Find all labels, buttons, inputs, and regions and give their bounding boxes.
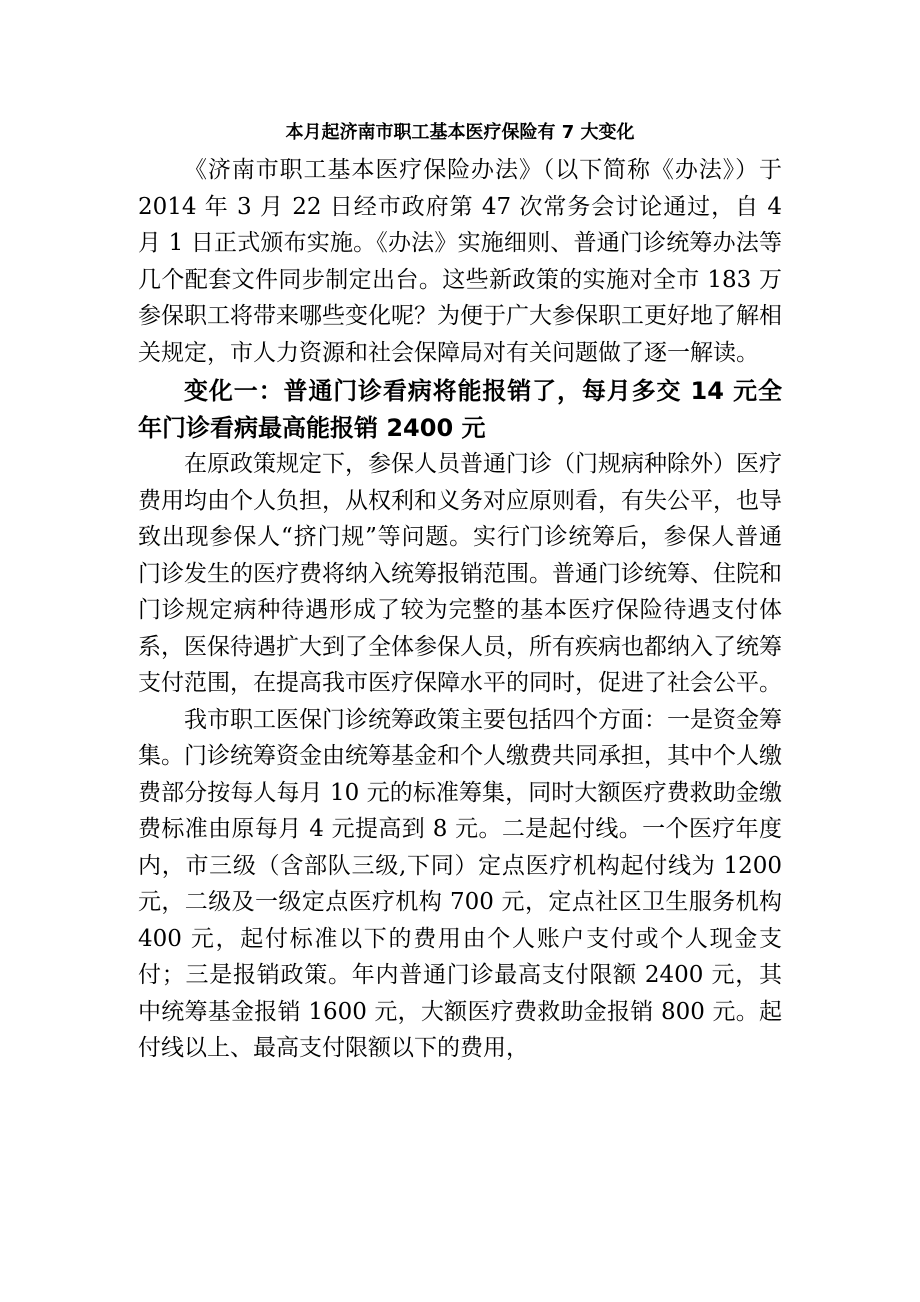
- section-heading-change-one: 变化一：普通门诊看病将能报销了，每月多交 14 元全年门诊看病最高能报销 2400 元: [138, 377, 782, 442]
- document-title: 本月起济南市职工基本医疗保险有 7 大变化: [285, 122, 635, 143]
- section-paragraph: 我市职工医保门诊统筹政策主要包括四个方面：一是资金筹集。门诊统筹资金由统筹基金和个人缴费共同承担，其中个人缴费部分按每人每月 10 元的标准筹集，同时大额医疗费救助金缴费标准由原每月 4 元提高到 8 元。二是起付线。一个医疗年度内，市三级（含部队三级,下同）定点医疗机构起付线为 1200 元，二级及一级定点医疗机构 700 元，定点社区卫生服务机构 400 元，起付标准以下的费用由个人账户支付或个人现金支付；三是报销政策。年内普通门诊最高支付限额 2400 元，其中统筹基金报销 1600 元，大额医疗费救助金报销 800 元。起付线以上、最高支付限额以下的费用，: [138, 706, 782, 1061]
- document-content: [138, 118, 782, 1067]
- section-paragraph: 在原政策规定下，参保人员普通门诊（门规病种除外）医疗费用均由个人负担，从权利和义务对应原则看，有失公平，也导致出现参保人“挤门规”等问题。实行门诊统筹后，参保人普通门诊发生的医疗费将纳入统筹报销范围。普通门诊统筹、住院和门诊规定病种待遇形成了较为完整的基本医疗保险待遇支付体系，医保待遇扩大到了全体参保人员，所有疾病也都纳入了统筹支付范围，在提高我市医疗保障水平的同时，促进了社会公平。: [138, 451, 782, 696]
- intro-paragraph: 《济南市职工基本医疗保险办法》（以下简称《办法》）于 2014 年 3 月 22 日经市政府第 47 次常务会讨论通过，自 4 月 1 日正式颁布实施。《办法》实施细则、普通门诊统筹办法等几个配套文件同步制定出台。这些新政策的实施对全市 183 万参保职工将带来哪些变化呢？为便于广大参保职工更好地了解相关规定，市人力资源和社会保障局对有关问题做了逐一解读。: [138, 157, 782, 366]
